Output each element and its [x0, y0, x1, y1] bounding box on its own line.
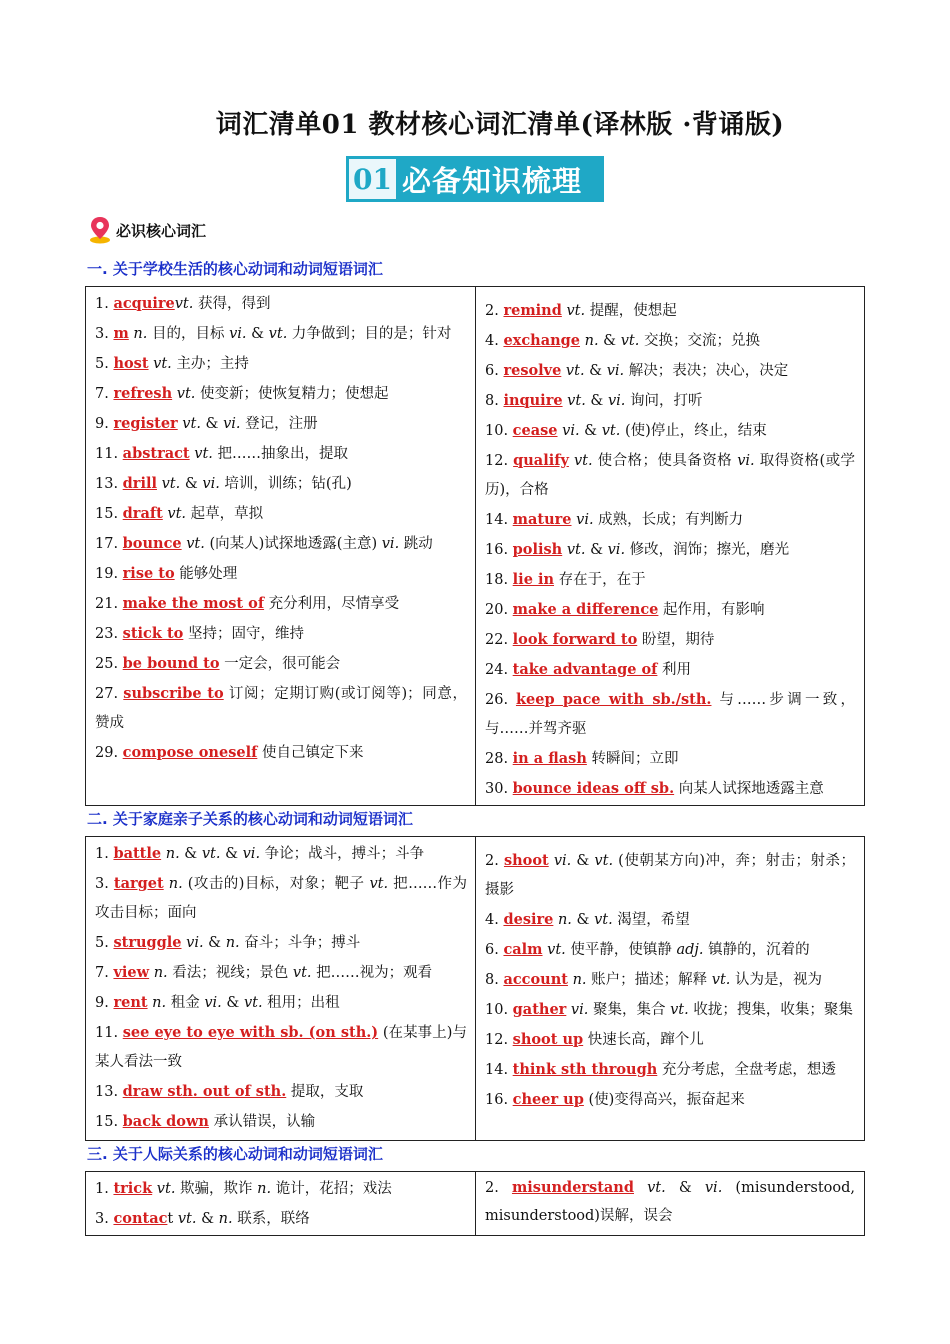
vocab-entry [485, 1085, 855, 1115]
part-of-speech: vi. [204, 995, 222, 1011]
definition: & [196, 1211, 219, 1227]
entry-number: 30. [485, 781, 509, 797]
definition: 把……视为；观看 [311, 965, 433, 981]
definition: & [571, 912, 595, 928]
banner-text: 必备知识梳理 [401, 163, 582, 198]
part-of-speech: vt. [162, 506, 187, 522]
definition: 目的，目标 [147, 326, 230, 342]
entry-number: 10. [485, 1002, 509, 1018]
definition: & [584, 363, 607, 379]
definition: 看法；视线；景色 [167, 965, 293, 981]
definition: 快速长高，蹿个儿 [583, 1032, 704, 1048]
vocab-word: stick to [122, 625, 184, 642]
definition: 订阅；定期订购(或订阅等)；同意，赞成 [95, 686, 468, 731]
entry-number: 21. [95, 596, 119, 612]
vocab-word: desire [503, 911, 554, 928]
vocab-word: mature [512, 511, 572, 528]
entry-number: 19. [95, 566, 119, 582]
part-of-speech: vt. [174, 296, 194, 312]
part-of-speech: vi. [229, 326, 247, 342]
entry-number: 2. [485, 303, 499, 319]
vocab-entry [485, 565, 855, 595]
vocab-entry [485, 386, 855, 416]
part-of-speech: vi. [607, 542, 626, 558]
entry-number: 4. [485, 912, 499, 928]
entry-number: 26. [485, 692, 509, 708]
definition: 使变新；使恢复精力；使想起 [195, 386, 389, 402]
part-of-speech: n. [149, 965, 168, 981]
vocab-entry [485, 995, 855, 1025]
definition: 联系，联络 [232, 1211, 310, 1227]
entry-number: 14. [485, 512, 509, 528]
entry-number: 6. [485, 942, 499, 958]
vocab-entry [95, 529, 467, 559]
entry-number: 23. [95, 626, 119, 642]
definition: 承认错误，认输 [208, 1114, 316, 1130]
definition: 起作用，有影响 [658, 602, 765, 618]
vocab-word: draw sth. out of sth. [122, 1083, 287, 1100]
entry-number: 28. [485, 751, 509, 767]
part-of-speech: vt. [670, 1002, 689, 1018]
entry-number: 12. [485, 453, 509, 469]
vocab-word: refresh [113, 385, 173, 402]
entry-number: 18. [485, 572, 509, 588]
vocab-word: cease [512, 422, 558, 439]
part-of-speech: n. [580, 333, 599, 349]
part-of-speech: n. [218, 1211, 233, 1227]
table-1-right [476, 287, 863, 805]
vocab-entry [95, 559, 467, 589]
definition: 修改，润饰；擦光，磨光 [625, 542, 790, 558]
part-of-speech: vt. [172, 386, 196, 402]
definition: & [665, 1180, 705, 1196]
definition: & [200, 416, 224, 432]
vocab-entry [485, 296, 855, 326]
vocab-word: remind [503, 302, 562, 319]
part-of-speech: n. [147, 995, 167, 1011]
vocab-word: resolve [503, 362, 562, 379]
definition: 诡计，花招；戏法 [271, 1181, 392, 1197]
entry-number: 14. [485, 1062, 509, 1078]
definition: 能够处理 [174, 566, 238, 582]
definition: 认为是，视为 [730, 972, 822, 988]
entry-number: 2. [485, 853, 499, 869]
part-of-speech: vi. [242, 846, 261, 862]
part-of-speech: n. [163, 876, 183, 892]
entry-number: 16. [485, 1092, 509, 1108]
vocab-word: exchange [503, 332, 580, 349]
definition: 向某人试探地透露主意 [674, 781, 824, 797]
vocab-entry [95, 289, 467, 319]
entry-number: 10. [485, 423, 509, 439]
part-of-speech: vt. [369, 876, 389, 892]
vocab-entry [485, 326, 855, 356]
vocab-word: lie in [512, 571, 555, 588]
vocab-entry [485, 595, 855, 625]
entry-number: 13. [95, 476, 119, 492]
entry-number: 17. [95, 536, 119, 552]
vocab-entry [95, 439, 467, 469]
definition: 把……抽象出，提取 [212, 446, 348, 462]
page-title: 词汇清单01 教材核心词汇清单(译林版 ·背诵版) [215, 110, 785, 140]
definition: 培训，训练；钻(孔) [219, 476, 352, 492]
definition: 收拢；搜集，收集；聚集 [688, 1002, 853, 1018]
part-of-speech: vt. [156, 476, 181, 492]
definition: & [585, 393, 608, 409]
vocab-word: rise to [122, 565, 175, 582]
part-of-speech: vi. [181, 935, 204, 951]
definition: 使平静，使镇静 [565, 942, 677, 958]
vocab-entry [95, 928, 467, 958]
vocab-entry [95, 1107, 467, 1137]
vocab-entry [95, 1077, 467, 1107]
definition: & [221, 995, 244, 1011]
definition: & [598, 333, 621, 349]
definition: 主办；主持 [171, 356, 249, 372]
definition: 使合格；使具备资格 [592, 453, 738, 469]
definition: & [203, 935, 226, 951]
part-of-speech: vi. [548, 853, 572, 869]
part-of-speech: vi. [381, 536, 400, 552]
entry-number: 27. [95, 686, 119, 702]
definition: 租金 [166, 995, 205, 1011]
definition: 欺骗，欺诈 [175, 1181, 258, 1197]
entry-number: 6. [485, 363, 499, 379]
vocab-word: cheer up [512, 1091, 584, 1108]
entry-number: 1. [95, 846, 109, 862]
definition: (使)停止，终止，结束 [620, 423, 767, 439]
part-of-speech: vi. [606, 363, 625, 379]
definition: & [220, 846, 243, 862]
vocab-entry [485, 744, 855, 774]
definition: 奋斗；斗争；搏斗 [239, 935, 361, 951]
entry-number: 5. [95, 935, 109, 951]
part-of-speech: vt. [568, 453, 593, 469]
vocab-entry [485, 416, 855, 446]
definition: & [571, 853, 595, 869]
definition: & [246, 326, 269, 342]
entry-number: 15. [95, 1114, 119, 1130]
part-of-speech: vi. [557, 423, 580, 439]
entry-number: 8. [485, 972, 499, 988]
vocab-entry [485, 965, 855, 995]
vocab-entry [95, 469, 467, 499]
part-of-speech: vt. [243, 995, 263, 1011]
banner-number: 01 [349, 159, 396, 199]
definition: 镇静的，沉着的 [703, 942, 810, 958]
vocab-word: make the most of [122, 595, 265, 612]
vocab-entry [95, 319, 467, 349]
part-of-speech: vi. [571, 512, 594, 528]
vocab-entry [95, 839, 467, 869]
part-of-speech: vt. [601, 423, 621, 439]
definition: 成熟，长成；有判断力 [593, 512, 744, 528]
entry-number: 9. [95, 995, 109, 1011]
table-3-right [476, 1172, 863, 1235]
definition: 一定会，很可能会 [219, 656, 341, 672]
vocab-entry [485, 505, 855, 535]
entry-number: 9. [95, 416, 109, 432]
definition: 充分利用，尽情享受 [264, 596, 400, 612]
definition: 租用；出租 [262, 995, 340, 1011]
vocab-table-3 [85, 1171, 865, 1236]
entry-number: 1. [95, 296, 109, 312]
definition: (在某事上)与某人看法一致 [95, 1025, 467, 1070]
part-of-speech: vt. [201, 846, 221, 862]
vocab-word: contac [113, 1210, 168, 1227]
section-1-heading: 一. 关于学校生活的核心动词和动词短语词汇 [87, 260, 383, 278]
vocab-entry [485, 1055, 855, 1085]
vocab-word: acquire [113, 295, 175, 312]
vocab-entry [95, 679, 467, 738]
section-3-heading: 三. 关于人际关系的核心动词和动词短语词汇 [87, 1145, 383, 1163]
definition: 力争做到；目的是；针对 [287, 326, 452, 342]
vocab-entry [95, 958, 467, 988]
part-of-speech: adj. [676, 942, 704, 958]
entry-number: 13. [95, 1084, 119, 1100]
definition: 起草，草拟 [186, 506, 264, 522]
entry-number: 8. [485, 393, 499, 409]
vocab-entry [95, 738, 467, 768]
entry-number: 24. [485, 662, 509, 678]
definition: 提取，支取 [286, 1084, 364, 1100]
definition: 转瞬间；立即 [586, 751, 679, 767]
vocab-word: compose oneself [122, 744, 258, 761]
vocab-entry [95, 349, 467, 379]
part-of-speech: n. [161, 846, 180, 862]
part-of-speech: vt. [634, 1180, 666, 1196]
definition: & [179, 846, 202, 862]
vocab-word: account [503, 971, 568, 988]
vocab-entry [485, 356, 855, 386]
vocab-entry [485, 446, 855, 505]
definition: 坚持；固守，维持 [183, 626, 304, 642]
entry-number: 7. [95, 965, 109, 981]
entry-number: 16. [485, 542, 509, 558]
part-of-speech: vt. [562, 393, 586, 409]
part-of-speech: vi. [566, 1002, 589, 1018]
part-of-speech: vt. [177, 1211, 197, 1227]
part-of-speech: vi. [704, 1180, 723, 1196]
entry-number: 29. [95, 745, 119, 761]
definition: 与……步调一致，与……并驾齐驱 [485, 692, 856, 737]
vocab-word: abstract [122, 445, 190, 462]
entry-number: 3. [95, 326, 109, 342]
vocab-word: bounce ideas off sb. [512, 780, 675, 797]
vocab-word: see eye to eye with sb. (on sth.) [122, 1024, 379, 1041]
vocab-entry [95, 1204, 467, 1234]
vocab-word: trick [113, 1180, 153, 1197]
definition: 解决；表决；决心，决定 [624, 363, 789, 379]
vocab-word: calm [503, 941, 543, 958]
entry-number: 20. [485, 602, 509, 618]
vocab-word: keep pace with sb./sth. [515, 691, 712, 708]
vocab-entry [485, 846, 855, 905]
part-of-speech: vi. [737, 453, 755, 469]
subheading-text: 必识核心词汇 [116, 221, 207, 240]
vocab-word: struggle [113, 934, 182, 951]
vocab-word: host [113, 355, 149, 372]
part-of-speech: vt. [148, 356, 172, 372]
part-of-speech: n. [128, 326, 148, 342]
vocab-word: battle [113, 845, 162, 862]
vocab-entry [95, 1174, 467, 1204]
section-banner [346, 156, 604, 202]
definition: 充分考虑，全盘考虑，想透 [657, 1062, 836, 1078]
vocab-word: polish [512, 541, 563, 558]
definition: 询问，打听 [625, 393, 703, 409]
entry-number: 12. [485, 1032, 509, 1048]
vocab-entry [95, 869, 467, 928]
vocab-entry [485, 1174, 855, 1230]
vocab-word: rent [113, 994, 148, 1011]
part-of-speech: n. [553, 912, 572, 928]
part-of-speech: n. [225, 935, 240, 951]
vocab-entry [485, 774, 855, 804]
definition: & [180, 476, 203, 492]
entry-number: 11. [95, 1025, 119, 1041]
vocab-entry [95, 649, 467, 679]
section-2-heading: 二. 关于家庭亲子关系的核心动词和动词短语词汇 [87, 810, 413, 828]
part-of-speech: vt. [181, 536, 205, 552]
vocab-entry [95, 1018, 467, 1077]
part-of-speech: vi. [223, 416, 241, 432]
location-pin-icon [88, 216, 112, 244]
vocab-entry [485, 905, 855, 935]
vocab-entry [95, 499, 467, 529]
definition: 利用 [657, 662, 692, 678]
vocab-word: subscribe to [123, 685, 224, 702]
vocab-entry [485, 935, 855, 965]
vocab-word: draft [122, 505, 163, 522]
part-of-speech: vi. [202, 476, 220, 492]
definition: 聚集，集合 [588, 1002, 671, 1018]
vocab-entry [95, 589, 467, 619]
definition: 登记，注册 [240, 416, 318, 432]
definition: 把……作为攻击目标；面向 [95, 876, 468, 921]
entry-number: 25. [95, 656, 119, 672]
definition: 提醒，使想起 [585, 303, 677, 319]
entry-number: 2. [485, 1180, 499, 1196]
definition: 存在于，在于 [554, 572, 646, 588]
vocab-word: be bound to [122, 655, 220, 672]
part-of-speech: vt. [152, 1181, 176, 1197]
vocab-entry [485, 625, 855, 655]
definition: 盼望，期待 [637, 632, 715, 648]
vocab-word: misunderstand [511, 1179, 634, 1196]
definition: (攻击的)目标，对象；靶子 [182, 876, 370, 892]
entry-number: 1. [95, 1181, 109, 1197]
vocab-word: take advantage of [512, 661, 658, 678]
part-of-speech: vt. [268, 326, 288, 342]
vocab-word: back down [122, 1113, 209, 1130]
definition: 取得资格(或学历)，合格 [485, 453, 856, 498]
part-of-speech: vi. [607, 393, 626, 409]
definition: 账户；描述；解释 [586, 972, 712, 988]
entry-number: 15. [95, 506, 119, 522]
definition: 跳动 [399, 536, 433, 552]
definition: (使朝某方向)冲，奔；射击；射杀；摄影 [485, 853, 856, 898]
vocab-word: register [113, 415, 178, 432]
definition: & [585, 542, 608, 558]
part-of-speech: vt. [189, 446, 213, 462]
vocab-word: in a flash [512, 750, 587, 767]
vocab-entry [95, 379, 467, 409]
table-3-left [86, 1172, 476, 1235]
table-2-right [476, 837, 863, 1140]
part-of-speech: vt. [542, 942, 566, 958]
definition: 获得，得到 [193, 296, 271, 312]
vocab-table-2 [85, 836, 865, 1141]
vocab-word: view [113, 964, 150, 981]
part-of-speech: vt. [177, 416, 201, 432]
part-of-speech: vt. [594, 853, 614, 869]
vocab-entry [485, 655, 855, 685]
entry-number: 5. [95, 356, 109, 372]
part-of-speech: vt. [561, 363, 585, 379]
vocab-word: look forward to [512, 631, 638, 648]
vocab-word: bounce [122, 535, 182, 552]
vocab-word: inquire [503, 392, 563, 409]
vocab-word: gather [512, 1001, 567, 1018]
definition: & [579, 423, 602, 439]
vocab-entry [95, 619, 467, 649]
vocab-entry [485, 1025, 855, 1055]
definition: (使)变得高兴，振奋起来 [583, 1092, 745, 1108]
part-of-speech: vt. [594, 912, 613, 928]
part-of-speech: vt. [562, 542, 586, 558]
definition: t [167, 1211, 178, 1227]
entry-number: 3. [95, 1211, 109, 1227]
vocab-entry [485, 685, 855, 744]
vocab-entry [95, 988, 467, 1018]
part-of-speech: n. [567, 972, 587, 988]
table-1-left [86, 287, 476, 805]
entry-number: 3. [95, 876, 109, 892]
entry-number: 11. [95, 446, 119, 462]
subheading [88, 216, 206, 244]
definition: 渴望，希望 [612, 912, 690, 928]
part-of-speech: vt. [620, 333, 640, 349]
vocab-word: shoot [503, 852, 549, 869]
vocab-word: qualify [513, 452, 569, 469]
definition: 使自己镇定下来 [257, 745, 364, 761]
vocab-word: target [113, 875, 164, 892]
vocab-word: think sth through [512, 1061, 658, 1078]
entry-number: 7. [95, 386, 109, 402]
table-2-left [86, 837, 476, 1140]
vocab-word: shoot up [512, 1031, 584, 1048]
vocab-entry [95, 409, 467, 439]
vocab-word: make a difference [512, 601, 659, 618]
part-of-speech: vt. [292, 965, 312, 981]
definition: (向某人)试探地透露(主意) [204, 536, 382, 552]
entry-number: 4. [485, 333, 499, 349]
part-of-speech: vt. [711, 972, 731, 988]
part-of-speech: n. [257, 1181, 272, 1197]
definition: (misunderstood, misunderstood)误解，误会 [485, 1180, 855, 1224]
definition: 争论；战斗，搏斗；斗争 [260, 846, 425, 862]
entry-number: 22. [485, 632, 509, 648]
vocab-entry [485, 535, 855, 565]
vocab-table-1 [85, 286, 865, 806]
definition: 交换；交流；兑换 [639, 333, 760, 349]
vocab-word: m [113, 325, 129, 342]
part-of-speech: vt. [561, 303, 586, 319]
vocab-word: drill [122, 475, 157, 492]
